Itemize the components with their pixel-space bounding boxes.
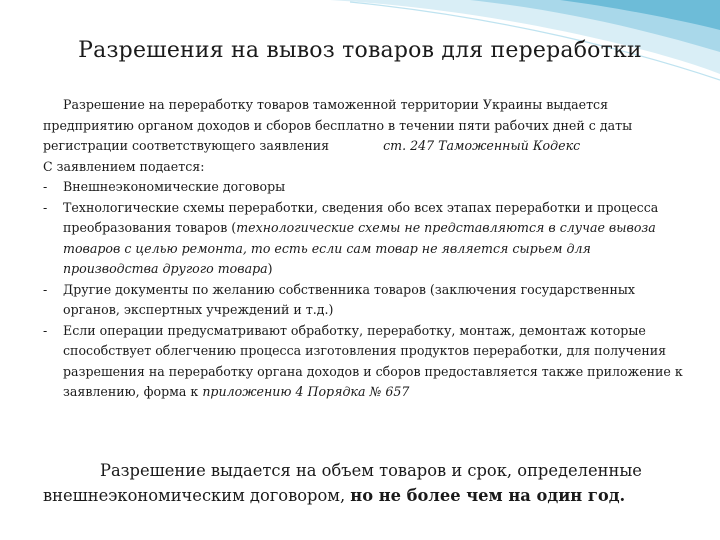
slide-body: [43, 95, 683, 403]
list-item: [43, 321, 683, 403]
conclusion-line: [43, 458, 693, 508]
intro-text: Разрешение на переработку товаров таможенной территории Украины выдается предприятию органом доходов и сборов бесплатно в течении пяти рабочих дней с даты регистрации соответствующего заявления: [43, 97, 633, 153]
list-item-italic-note: технологические схемы не представляются в случае вывоза товаров с целью ремонта, то есть если сам товар не является сырьем для производства другого товара: [63, 220, 656, 276]
slide-title: Разрешения на вывоз товаров для переработки: [78, 38, 642, 63]
conclusion-paragraph: [43, 458, 693, 508]
conclusion-text: Разрешение выдается на объем товаров и срок, определенные внешнеэкономическим договором,: [43, 461, 642, 505]
intro-paragraph: [43, 95, 683, 157]
list-item-text: Технологические схемы переработки, сведения обо всех этапах переработки и процесса преобразования товаров (: [63, 199, 659, 235]
list-dash: -: [43, 322, 48, 338]
intro-citation: ст. 247 Таможенный Кодекс: [383, 138, 581, 153]
list-dash: -: [43, 281, 48, 297]
conclusion-emphasis: но не более чем на один год.: [350, 486, 626, 505]
list-dash: -: [43, 199, 48, 215]
list-item-text: Другие документы по желанию собственника товаров (заключения государственных органов, экспертных учреждений и т.д.): [63, 281, 636, 317]
list-dash: -: [43, 179, 48, 194]
list-item: [43, 177, 683, 198]
with-application-label: С заявлением подается:: [43, 158, 205, 174]
list-item-tail: ): [267, 261, 273, 276]
document-list: [43, 177, 683, 403]
list-item-text: Внешнеэкономические договоры: [63, 179, 286, 194]
list-item-italic-ref: приложению 4 Порядка № 657: [202, 384, 410, 399]
list-item: [43, 280, 683, 321]
list-item-text: Если операции предусматривают обработку, переработку, монтаж, демонтаж которые способствует облегчению процесса изготовления продуктов переработки, для получения разрешения на переработку органа доходов и сборов предоставляется также приложение к заявлению, форма к: [63, 322, 683, 399]
list-item: [43, 198, 683, 280]
